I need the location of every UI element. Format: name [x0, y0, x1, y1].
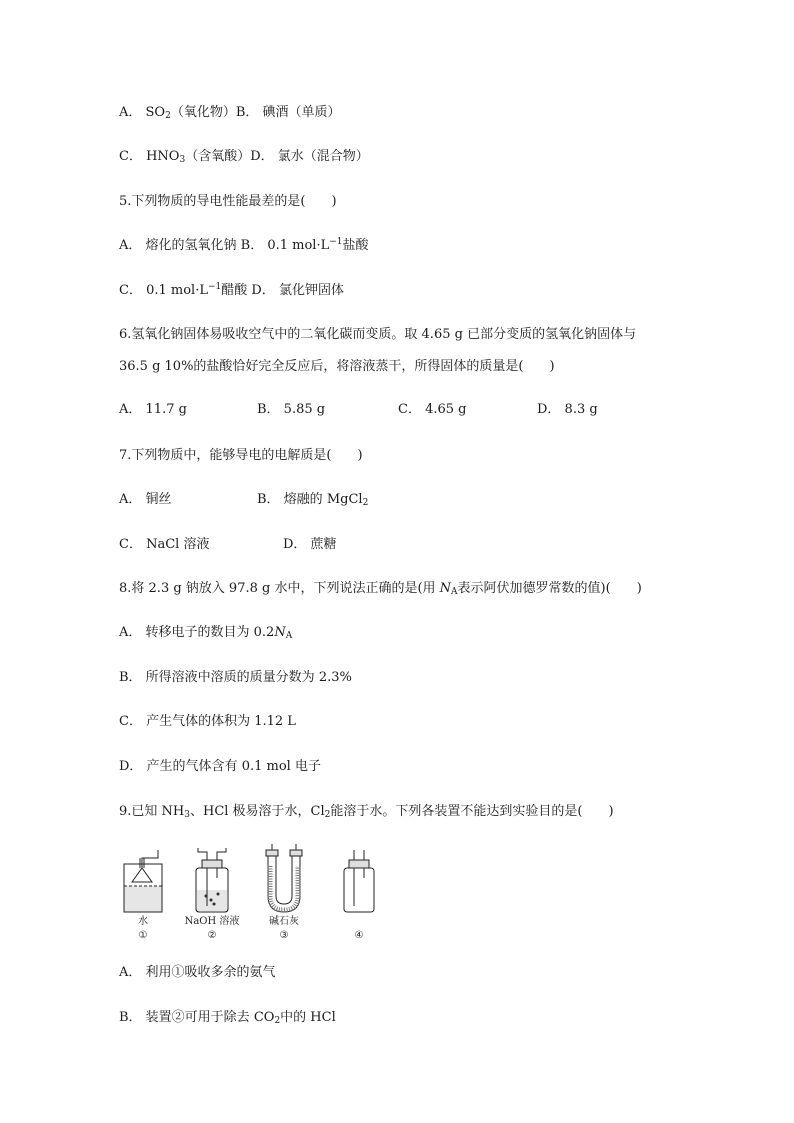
subscript: A — [451, 587, 458, 597]
q5-option-ab-text: A． 熔化的氢氧化钠 B． 0.1 mol·L — [119, 238, 330, 253]
apparatus-3-u-tube — [266, 844, 302, 912]
subscript: A — [285, 631, 293, 641]
q4-option-c: C． HNO — [119, 149, 180, 164]
q4-option-a-b-text: （氧化物）B． 碘酒（单质） — [170, 105, 341, 120]
q8-option-a — [119, 624, 292, 642]
q6-stem-line2: 36.5 g 10%的盐酸恰好完全反应后，将溶液蒸干，所得固体的质量是( ) — [119, 359, 555, 374]
q6-option-c: C． 4.65 g — [398, 402, 467, 417]
q5-option-b-tail: 盐酸 — [342, 238, 369, 253]
q7-option-c: C． NaCl 溶液 — [119, 537, 210, 552]
q8-stem-tail: 表示阿伏加德罗常数的值)( ) — [457, 581, 642, 596]
q5-options-ab — [119, 237, 369, 255]
q6-stem-line1: 6.氢氧化钠固体易吸收空气中的二氧化碳而变质。取 4.65 g 已部分变质的氢氧化钠固体与 — [119, 327, 637, 342]
avogadro-symbol: N — [274, 625, 286, 640]
q7-option-a: A． 铜丝 — [119, 492, 172, 507]
q6-option-a: A． 11.7 g — [119, 402, 187, 417]
q8-option-c: C． 产生气体的体积为 1.12 L — [119, 714, 296, 729]
subscript: 2 — [362, 498, 369, 508]
q6-option-d: D． 8.3 g — [537, 402, 598, 417]
q7-option-d: D． 蔗糖 — [283, 537, 337, 552]
superscript: −1 — [329, 237, 343, 247]
subscript: 2 — [274, 1016, 281, 1026]
apparatus-label-3: 碱石灰 — [269, 916, 299, 927]
q8-stem — [119, 580, 642, 598]
q7-option-b-text: B． 熔融的 MgCl — [257, 492, 363, 507]
q7-stem: 7.下列物质中，能够导电的电解质是( ) — [119, 448, 363, 463]
apparatus-1-beaker — [124, 850, 162, 912]
q5-option-cd-text: C． 0.1 mol·L — [119, 283, 208, 298]
q4-option-c-d-text: （含氧酸）D． 氯水（混合物） — [185, 149, 369, 164]
q6-option-b: B． 5.85 g — [257, 402, 326, 417]
apparatus-number-4: ④ — [354, 930, 364, 941]
superscript: −1 — [207, 282, 222, 292]
apparatus-4-bottle — [344, 850, 374, 912]
q4-options-cd — [119, 148, 369, 166]
q5-options-cd — [119, 282, 344, 300]
q9-stem-text-2: 、HCl 极易溶于水，Cl — [189, 804, 325, 819]
q5-option-cd-tail: 醋酸 D． 氯化钾固体 — [221, 283, 344, 298]
q8-option-d: D． 产生的气体含有 0.1 mol 电子 — [119, 759, 321, 774]
apparatus-number-3: ③ — [279, 930, 289, 941]
apparatus-label-1: 水 — [138, 916, 148, 927]
q9-stem — [119, 803, 614, 821]
q8-option-b: B． 所得溶液中溶质的质量分数为 2.3% — [119, 670, 352, 685]
q4-options-ab — [119, 104, 341, 122]
subscript: 2 — [324, 810, 331, 820]
q9-stem-text: 9.已知 NH — [119, 804, 185, 819]
q9-option-a: A． 利用①吸收多余的氨气 — [119, 965, 276, 980]
q9-option-b — [119, 1009, 336, 1027]
apparatus-label-2: NaOH 溶液 — [184, 916, 240, 927]
apparatus-2-wash-bottle — [196, 848, 228, 912]
apparatus-number-1: ① — [138, 930, 148, 941]
subscript: 2 — [165, 111, 171, 121]
subscript: 3 — [179, 155, 186, 165]
subscript: 3 — [184, 810, 190, 820]
q9-stem-tail: 能溶于水。下列各装置不能达到实验目的是( ) — [330, 804, 614, 819]
q7-option-b — [257, 491, 368, 509]
q5-stem: 5.下列物质的导电性能最差的是( ) — [119, 194, 337, 209]
q9-option-b-tail: 中的 HCl — [280, 1010, 336, 1025]
q9-option-b-text: B． 装置②可用于除去 CO — [119, 1010, 275, 1025]
apparatus-number-2: ② — [207, 930, 217, 941]
q8-option-a-text: A． 转移电子的数目为 0.2 — [119, 625, 275, 640]
avogadro-symbol: N — [439, 581, 452, 596]
q4-option-a: A． SO — [119, 105, 166, 120]
q8-stem-text: 8.将 2.3 g 钠放入 97.8 g 水中，下列说法正确的是(用 — [119, 581, 440, 596]
apparatus-figure — [118, 842, 388, 942]
